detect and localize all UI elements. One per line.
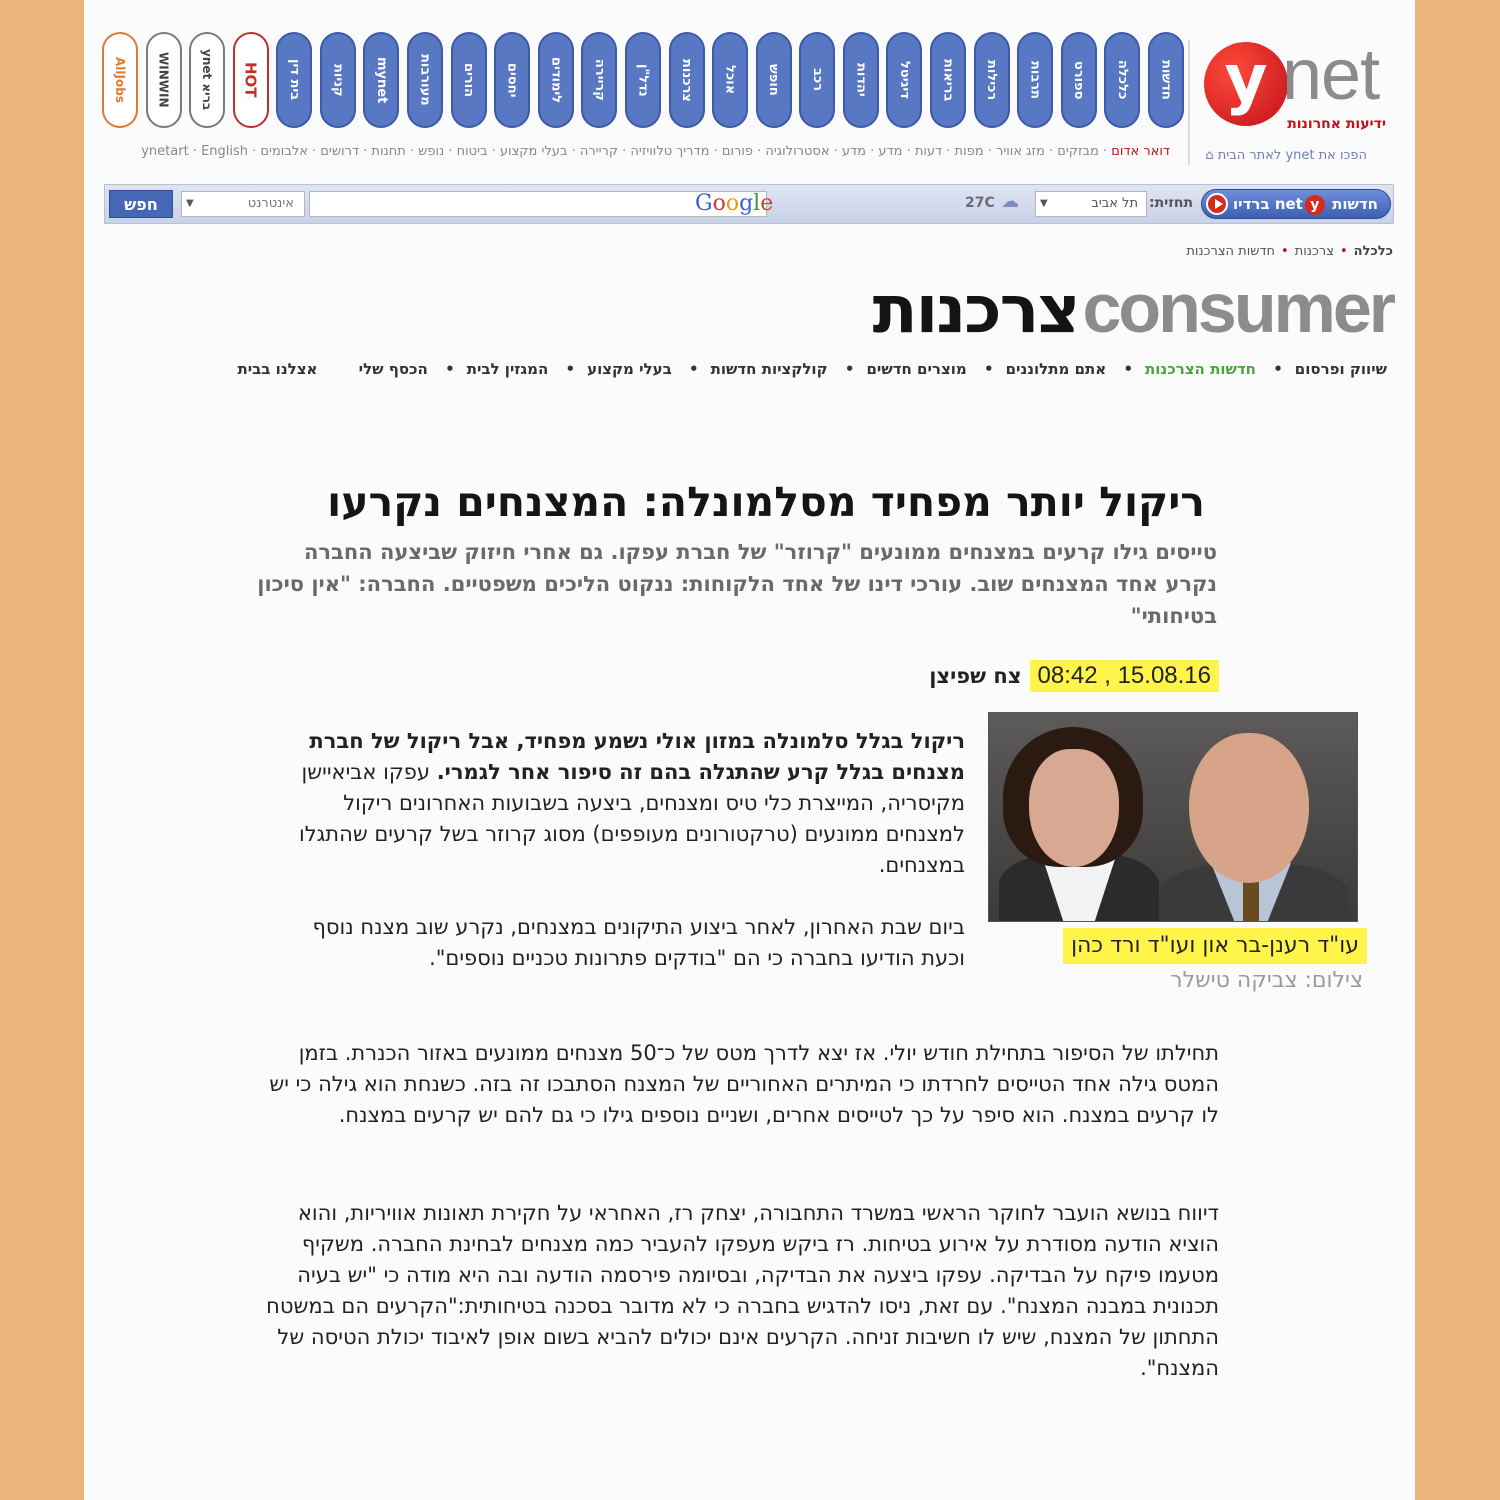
tab-health[interactable]: בריאות	[930, 32, 966, 128]
tab-news[interactable]: חדשות	[1148, 32, 1184, 128]
channel-tabs	[102, 32, 1184, 128]
chevron-down-icon: ▼	[1040, 198, 1048, 209]
subnav-complaints[interactable]: אתם מתלוננים	[1005, 360, 1107, 378]
city-select[interactable]: ▼ תל אביב	[1035, 191, 1147, 217]
article-paragraph: דיווח בנושא הועבר לחוקר הראשי במשרד התחבורה, יצחק רז, האחראי על חקירת תאונות אוויריות, והוא הוציא הודעה מסודרת על אירוע בטיחות. רז ביקש מעפקו להעביר כמה מצנחים לבחינת החברה. משקיף מטעמו פיקח על הבדיקה. עפקו ביצעה את הבדיקה, ובסיומה פירסמה הודעה ובה היא מודה כי "יש בעיה תכנונית במבנה המצנח". עם זאת, ניסו להדגיש בחברה כי לא מדובר בסכנה בטיחותית:"הקרעים הם במשטח התחתון של המצנח, שיש לו חשיבות זניחה. הקרעים אינם יכולים להביא בשום אופן לאיבוד יכולת הטיסה של המצנח".	[266, 1201, 1219, 1380]
ynet-mini-logo: y	[1305, 195, 1325, 215]
photo-caption: עו"ד רענן-בר און ועו"ד ורד כהן	[1063, 928, 1367, 964]
subnav-at-home[interactable]: אצלנו בבית	[237, 360, 318, 378]
tab-winwin[interactable]: WINWIN	[146, 32, 182, 128]
temperature: 27C	[965, 195, 995, 211]
tab-court[interactable]: בית דין	[276, 32, 312, 128]
google-logo: Google	[695, 191, 774, 216]
subnav-professionals[interactable]: בעלי מקצוע	[587, 360, 672, 378]
subnav-collections[interactable]: קולקציות חדשות	[710, 360, 828, 378]
tab-parents[interactable]: הורים	[451, 32, 487, 128]
tab-digital[interactable]: דיגיטל	[886, 32, 922, 128]
article-lead-paragraph: ריקול בגלל סלמונלה במזון אולי נשמע מפחיד, אבל ריקול של חברת מצנחים בגלל קרע שהתגלה בהם זה סיפור אחר לגמרי. עפקו אביאיישן מקיסריה, המייצרת כלי טיס ומצנחים, ביצעה בשבועות האחרונים ריקול למצנחים ממונעים (טרקטורונים מעופפים) מסוג קרוזר בשל קרעים שהתגלו במצנחים.	[298, 729, 965, 877]
tab-culture[interactable]: תרבות	[1017, 32, 1053, 128]
scanned-page	[84, 0, 1415, 1500]
tab-involvement[interactable]: מעורבות	[407, 32, 443, 128]
breadcrumb-consumer[interactable]: צרכנות	[1294, 244, 1334, 259]
tab-studies[interactable]: לימודים	[538, 32, 574, 128]
tab-vacation[interactable]: חופש	[756, 32, 792, 128]
logo-tagline: ידיעות אחרונות	[1287, 116, 1386, 132]
tab-alljobs[interactable]: AllJobs	[102, 32, 138, 128]
breadcrumb-economy[interactable]: כלכלה	[1353, 244, 1393, 259]
search-bar	[104, 184, 1394, 224]
tab-mynet[interactable]: mynet	[363, 32, 399, 128]
set-homepage-link[interactable]: הפכו את ynet לאתר הבית ⌂	[1205, 148, 1367, 163]
article-dateline	[929, 660, 1219, 692]
tab-career[interactable]: קריירה	[581, 32, 617, 128]
subnav-consumer-news[interactable]: חדשות הצרכנות	[1145, 360, 1256, 378]
subnav-my-money[interactable]: הכסף שלי	[358, 360, 428, 378]
play-icon	[1206, 193, 1228, 215]
tab-economy[interactable]: כלכלה	[1104, 32, 1140, 128]
breadcrumb	[1186, 244, 1393, 259]
tab-consumer[interactable]: צרכנות	[669, 32, 705, 128]
logo-circle: y	[1204, 42, 1288, 126]
article-author[interactable]: צח שפיצן	[929, 664, 1022, 688]
article-date: 15.08.16 , 08:42	[1030, 660, 1220, 692]
header-divider	[1188, 40, 1190, 165]
logo-word: net	[1282, 35, 1380, 115]
tab-cars[interactable]: רכב	[799, 32, 835, 128]
chevron-down-icon: ▼	[186, 198, 194, 209]
ynet-logo[interactable]	[1204, 35, 1394, 143]
section-subnav: שיווק ופרסום• חדשות הצרכנות• אתם מתלוננים• מוצרים חדשים• קולקציות חדשות• בעלי מקצוע• המגזין לבית• הכסף שלי אצלנו בבית	[237, 360, 1387, 378]
tab-food[interactable]: אוכל	[712, 32, 748, 128]
tab-healthy[interactable]: ynet בריא	[189, 32, 225, 128]
radio-button[interactable]: חדשות ynet ברדיו	[1201, 189, 1391, 219]
tab-relationships[interactable]: יחסים	[494, 32, 530, 128]
tab-hot[interactable]: HOT	[233, 32, 269, 128]
article-headline: ריקול יותר מפחיד מסלמונלה: המצנחים נקרעו	[327, 478, 1205, 526]
section-title	[873, 268, 1393, 358]
service-links[interactable]: דואר אדום · מבזקים · מזג אוויר · מפות · דעות · מדע · מדע · אסטרולוגיה · פורום · מדריך טלוויזיה · קריירה · בעלי מקצוע · ביטוח · נופש · תחנות · דרושים · אלבומים · ynetart · English	[141, 144, 1170, 159]
section-title-hebrew: צרכנות	[872, 271, 1079, 348]
bullet-icon: •	[1339, 244, 1348, 259]
search-button[interactable]: חפש	[109, 190, 173, 218]
subnav-new-products[interactable]: מוצרים חדשים	[866, 360, 967, 378]
tab-shopping[interactable]: קניות	[320, 32, 356, 128]
forecast-label: תחזית:	[1149, 195, 1194, 211]
search-scope-select[interactable]: ▼ אינטרנט	[181, 191, 305, 217]
tab-sport[interactable]: ספורט	[1061, 32, 1097, 128]
tab-real-estate[interactable]: נדל"ן	[625, 32, 661, 128]
subnav-home-magazine[interactable]: המגזין לבית	[466, 360, 549, 378]
tab-gossip[interactable]: רכילות	[974, 32, 1010, 128]
tab-judaism[interactable]: יהדות	[843, 32, 879, 128]
article-paragraph: תחילתו של הסיפור בתחילת חודש יולי. אז יצא לדרך מטס של כ־50 מצנחים ממונעים באזור הכנרת. בזמן המטס גילה אחד הטייסים לחרדתו כי המיתרים האחוריים של המצנח הסתבכו זה בזה. כשנחת הוא גילה כי יש לו קרעים במצנח. הוא סיפר על כך לטייסים אחרים, ושניים נוספים גילו כי גם להם יש קרעים במצנח.	[269, 1041, 1219, 1127]
subnav-marketing[interactable]: שיווק ופרסום	[1294, 360, 1387, 378]
article-paragraph: ביום שבת האחרון, לאחר ביצוע התיקונים במצנחים, נקרע שוב מצנח נוסף וכעת הודיעו בחברה כי הם "בודקים פתרונות טכניים נוספים".	[312, 915, 965, 970]
article-subtitle: טייסים גילו קרעים במצנחים ממונעים "קרוזר" של חברת עפקו. גם אחרי חיזוק שביצעה החברה נקרע אחד המצנחים שוב. עורכי דינו של אחד הלקוחות: ננקוט הליכים משפטיים. החברה: "אין סיכון בטיחותי"	[257, 540, 1217, 628]
red-mail-link[interactable]: דואר אדום	[1111, 144, 1170, 159]
breadcrumb-consumer-news[interactable]: חדשות הצרכנות	[1186, 244, 1276, 259]
article-photo[interactable]	[988, 712, 1358, 922]
photo-credit: צילום: צביקה טישלר	[1170, 968, 1363, 993]
section-title-english: consumer	[1082, 269, 1393, 347]
bullet-icon: •	[1281, 244, 1289, 259]
cloud-icon: ☁	[1001, 191, 1019, 212]
home-icon: ⌂	[1205, 148, 1214, 163]
